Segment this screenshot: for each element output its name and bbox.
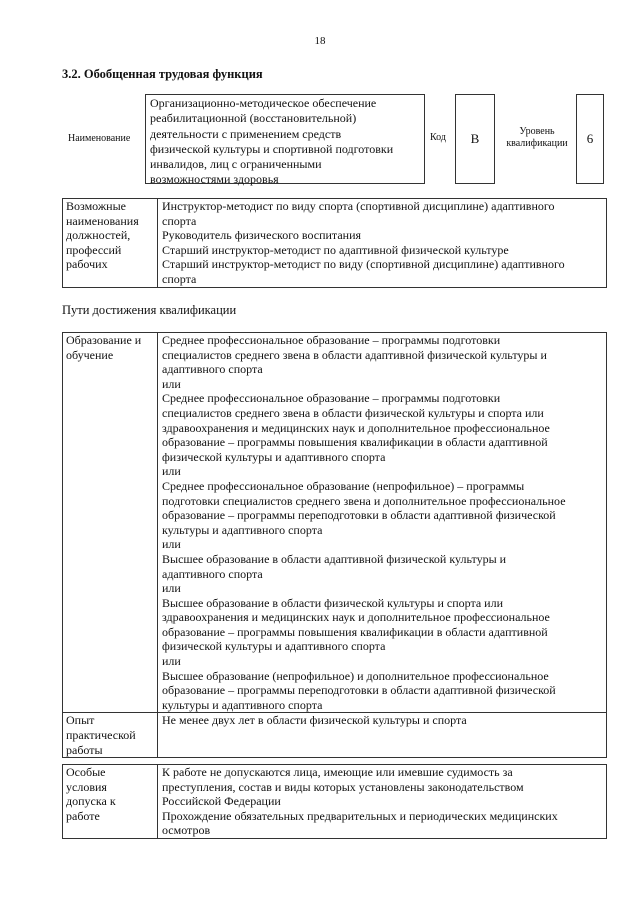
table-row xyxy=(63,713,607,758)
cell-line: условия xyxy=(66,779,107,794)
cell-line: физической культуры и адаптивного спорта xyxy=(162,639,386,654)
cell-line: Высшее образование в области адаптивной физической культуры и xyxy=(162,551,507,566)
cell-line: или xyxy=(162,376,181,391)
cell-line: Российской Федерации xyxy=(162,794,281,809)
page-number: 18 xyxy=(314,35,326,47)
cell-line: спорта xyxy=(162,213,197,228)
cell-line: культуры и адаптивного спорта xyxy=(162,522,323,537)
function-name-line: Организационно-методическое обеспечение xyxy=(150,96,377,110)
cell-line: работы xyxy=(66,742,103,757)
cell-line: Среднее профессиональное образование – программы подготовки xyxy=(162,391,501,406)
cell-line: Образование и xyxy=(66,333,142,347)
function-name-line: физической культуры и спортивной подготовки xyxy=(150,141,394,156)
cell-line: образование – программы переподготовки в области адаптивной физической xyxy=(162,508,556,523)
function-name-line: реабилитационной (восстановительной) xyxy=(150,111,357,126)
cell-line: практической xyxy=(66,728,136,743)
level-value-box: 6 xyxy=(576,94,604,184)
cell-line: Опыт xyxy=(66,713,95,728)
positions-label-cell xyxy=(63,199,158,288)
cell-line: культуры и адаптивного спорта xyxy=(162,697,323,712)
cell-line: Старший инструктор-методист по виду (спортивной дисциплине) адаптивного xyxy=(162,257,565,272)
function-name-box xyxy=(145,94,425,187)
function-name-line: возможностями здоровья xyxy=(150,172,279,187)
positions-value-cell xyxy=(158,199,607,288)
cell-line: допуска к xyxy=(66,794,116,809)
paths-title: Пути достижения квалификации xyxy=(62,303,237,317)
cell-line: образование – программы переподготовки в области адаптивной физической xyxy=(162,683,556,698)
cell-line: или xyxy=(162,537,181,552)
cell-line: К работе не допускаются лица, имеющие или имевшие судимость за xyxy=(162,765,513,779)
education-table xyxy=(62,332,607,758)
level-label-line: квалификации xyxy=(506,138,568,149)
cell-line: должностей, xyxy=(66,228,131,243)
cell-line: обучение xyxy=(66,347,114,362)
experience-label-cell xyxy=(63,713,158,758)
cell-line: здравоохранения и медицинских наук и дополнительное профессиональное xyxy=(162,610,550,625)
cell-line: специалистов среднего звена в области адаптивной физической культуры и xyxy=(162,347,547,362)
cell-line: физической культуры и адаптивного спорта xyxy=(162,449,386,464)
cell-line: Старший инструктор-методист по адаптивной физической культуре xyxy=(162,242,509,257)
cell-line: работе xyxy=(66,808,100,823)
cell-line: рабочих xyxy=(66,257,108,272)
cell-line: Высшее образование (непрофильное) и дополнительное профессиональное xyxy=(162,668,549,683)
cell-line: подготовки специалистов среднего звена и дополнительное профессиональное xyxy=(162,493,566,508)
cell-line: или xyxy=(162,654,181,669)
table-row xyxy=(63,199,607,288)
admission-table xyxy=(62,764,607,839)
cell-line: образование – программы повышения квалификации в области адаптивной xyxy=(162,624,548,639)
cell-line: профессий xyxy=(66,242,122,257)
cell-line: осмотров xyxy=(162,823,211,838)
experience-value-cell xyxy=(158,713,607,758)
section-title: 3.2. Обобщенная трудовая функция xyxy=(62,67,263,81)
function-name-line: инвалидов, лиц с ограниченными xyxy=(150,157,322,172)
admission-value-cell xyxy=(158,765,607,839)
cell-line: образование – программы повышения квалификации в области адаптивной xyxy=(162,435,548,450)
cell-line: Руководитель физического воспитания xyxy=(162,228,362,243)
admission-label-cell xyxy=(63,765,158,839)
name-label: Наименование xyxy=(68,133,131,144)
cell-line: здравоохранения и медицинских наук и дополнительное профессиональное xyxy=(162,420,550,435)
cell-line: Особые xyxy=(66,765,106,779)
code-value-box: В xyxy=(455,94,495,184)
code-label: Код xyxy=(430,132,446,143)
cell-line: специалистов среднего звена в области физической культуры и спорта или xyxy=(162,405,544,420)
cell-line: или xyxy=(162,581,181,596)
level-label-line: Уровень xyxy=(519,126,555,137)
education-label-cell xyxy=(63,333,158,713)
cell-line: Среднее профессиональное образование (непрофильное) – программы xyxy=(162,478,525,493)
cell-line: Прохождение обязательных предварительных и периодических медицинских xyxy=(162,808,558,823)
cell-line: Среднее профессиональное образование – программы подготовки xyxy=(162,333,501,347)
positions-table xyxy=(62,198,607,288)
cell-line: наименования xyxy=(66,213,139,228)
cell-line: или xyxy=(162,464,181,479)
cell-line: адаптивного спорта xyxy=(162,566,263,581)
cell-line: спорта xyxy=(162,271,197,286)
cell-line: Высшее образование в области физической культуры и спорта или xyxy=(162,595,504,610)
table-row xyxy=(63,333,607,713)
level-label xyxy=(500,126,574,150)
education-value-cell xyxy=(158,333,607,713)
cell-line: Инструктор-методист по виду спорта (спортивной дисциплине) адаптивного xyxy=(162,199,555,213)
cell-line: Не менее двух лет в области физической культуры и спорта xyxy=(162,713,467,728)
function-name-line: деятельности с применением средств xyxy=(150,126,342,141)
cell-line: Возможные xyxy=(66,199,126,213)
table-row xyxy=(63,765,607,839)
cell-line: преступления, состав и виды которых установлены законодательством xyxy=(162,779,524,794)
cell-line: адаптивного спорта xyxy=(162,362,263,377)
